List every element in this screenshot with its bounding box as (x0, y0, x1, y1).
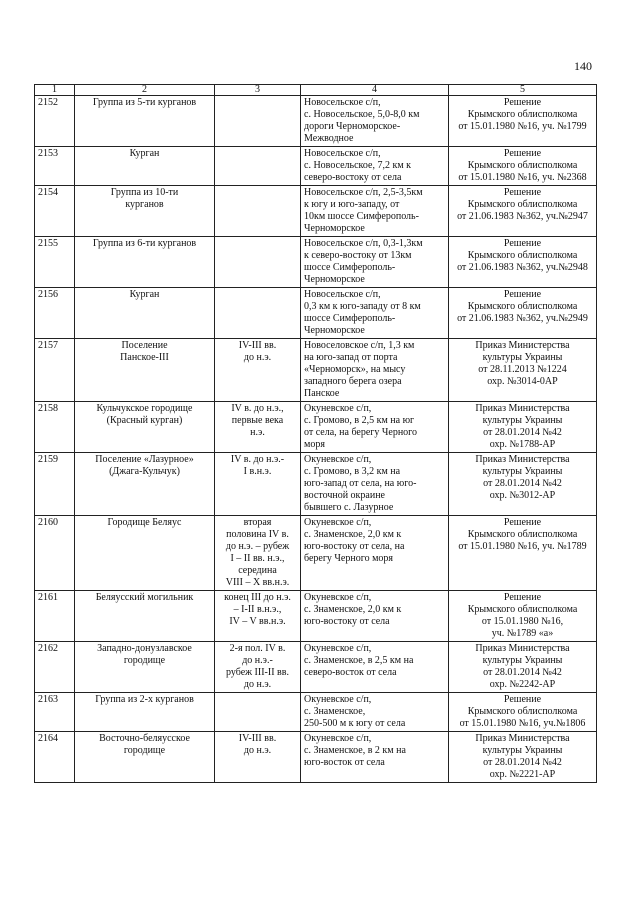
text-line: Крымского облисполкома (467, 301, 578, 312)
text-line: от 15.01.1980 №16, уч.№1806 (459, 718, 586, 729)
text-line: курганов (125, 199, 164, 210)
monument-name-cell (75, 96, 215, 147)
dating-cell (215, 516, 301, 591)
text-line: от 28.01.2014 №42 (483, 478, 562, 489)
text-line: Окуневское с/п, (304, 733, 372, 744)
monuments-table (34, 84, 597, 783)
text-line: Новоселовское с/п, 1,3 км (304, 340, 415, 351)
location-cell (301, 186, 449, 237)
text-line: Черноморское (304, 274, 365, 285)
text-line: Решение (503, 289, 542, 300)
dating-cell (215, 339, 301, 402)
text-line: Решение (503, 694, 542, 705)
location-cell (301, 591, 449, 642)
text-line: Крымского облисполкома (467, 160, 578, 171)
text-line: Западно-донузлавское (97, 643, 192, 654)
text-line: юго-востоку от села, на (304, 541, 405, 552)
text-line: от 28.01.2014 №42 (483, 667, 562, 678)
text-line: IV в. до н.э.- (230, 454, 285, 465)
text-line: Поселение «Лазурное» (95, 454, 194, 465)
record-number-cell: 2159 (35, 453, 75, 516)
text-line: с. Знаменское, 2,0 км к (304, 604, 402, 615)
monument-name-cell (75, 147, 215, 186)
text-line: (Красный курган) (106, 415, 183, 426)
monument-name-cell (75, 693, 215, 732)
location-cell (301, 288, 449, 339)
table-row (35, 237, 597, 288)
table-row (35, 453, 597, 516)
text-line: от села, на берегу Черного (304, 427, 418, 438)
column-header: 5 (449, 85, 597, 96)
text-line: Окуневское с/п, (304, 643, 372, 654)
text-line: Новосельское с/п, (304, 148, 381, 159)
text-line: «Черноморск», на мысу (304, 364, 406, 375)
text-line: Решение (503, 592, 542, 603)
text-line: Новосельское с/п, (304, 97, 381, 108)
record-number-cell: 2164 (35, 732, 75, 783)
text-line: моря (304, 439, 325, 450)
text-line: Решение (503, 238, 542, 249)
table-row (35, 147, 597, 186)
dating-cell (215, 642, 301, 693)
monument-name-cell (75, 402, 215, 453)
table-body (35, 96, 597, 783)
dating-cell (215, 402, 301, 453)
protection-document-cell (449, 693, 597, 732)
protection-document-cell (449, 591, 597, 642)
text-line: Городище Беляус (107, 517, 182, 528)
text-line: IV в. до н.э., (231, 403, 284, 414)
text-line: н.э. (250, 427, 265, 438)
text-line: Беляусский могильник (95, 592, 194, 603)
monument-name-cell (75, 288, 215, 339)
protection-document-cell (449, 453, 597, 516)
table-row (35, 732, 597, 783)
location-cell (301, 516, 449, 591)
text-line: Приказ Министерства (475, 454, 570, 465)
text-line: с. Новосельское, 7,2 км к (304, 160, 412, 171)
record-number-cell: 2158 (35, 402, 75, 453)
location-cell (301, 147, 449, 186)
text-line: Приказ Министерства (475, 403, 570, 414)
table-row (35, 516, 597, 591)
record-number-cell: 2152 (35, 96, 75, 147)
text-line: юго-запад от села, на юго- (304, 478, 417, 489)
text-line: с. Знаменское, в 2,5 км на (304, 655, 414, 666)
location-cell (301, 339, 449, 402)
monument-name-cell (75, 591, 215, 642)
text-line: городище (123, 745, 166, 756)
text-line: IV – V вв.н.э. (229, 616, 286, 627)
protection-document-cell (449, 339, 597, 402)
dating-cell (215, 147, 301, 186)
text-line: – I-II в.н.э., (233, 604, 282, 615)
record-number-cell: 2154 (35, 186, 75, 237)
text-line: дороги Черноморское- (304, 121, 401, 132)
text-line: до н.э. (243, 679, 272, 690)
table-row (35, 402, 597, 453)
dating-cell (215, 453, 301, 516)
text-line: середина (238, 565, 277, 576)
text-line: к югу и юго-западу, от (304, 199, 400, 210)
text-line: до н.э. (243, 352, 272, 363)
text-line: до н.э. – рубеж (225, 541, 290, 552)
location-cell (301, 642, 449, 693)
text-line: восточной окраине (304, 490, 385, 501)
text-line: от 15.01.1980 №16, (481, 616, 564, 627)
column-header: 1 (35, 85, 75, 96)
table-row (35, 339, 597, 402)
text-line: от 21.06.1983 №362, уч.№2949 (457, 313, 588, 324)
text-line: Панское-III (120, 352, 169, 363)
text-line: Группа из 6-ти курганов (92, 238, 197, 249)
text-line: Группа из 10-ти (110, 187, 179, 198)
text-line: VIII – X вв.н.э. (225, 577, 290, 588)
text-line: Крымского облисполкома (467, 529, 578, 540)
column-header: 3 (215, 85, 301, 96)
record-number-cell: 2155 (35, 237, 75, 288)
text-line: городище (123, 655, 166, 666)
monument-name-cell (75, 186, 215, 237)
text-line: с. Новосельское, 5,0-8,0 км (304, 109, 420, 120)
dating-cell (215, 186, 301, 237)
table-row (35, 642, 597, 693)
text-line: от 21.06.1983 №362, уч.№2947 (457, 211, 588, 222)
text-line: с. Знаменское, (304, 706, 366, 717)
text-line: I в.н.э. (243, 466, 272, 477)
record-number-cell: 2153 (35, 147, 75, 186)
column-header: 2 (75, 85, 215, 96)
text-line: до н.э.- (242, 655, 273, 666)
text-line: Крымского облисполкома (467, 250, 578, 261)
monument-name-cell (75, 453, 215, 516)
text-line: Новосельское с/п, (304, 289, 381, 300)
text-line: культуры Украины (482, 655, 563, 666)
table-row (35, 186, 597, 237)
text-line: 10км шоссе Симферополь- (304, 211, 419, 222)
text-line: Решение (503, 517, 542, 528)
text-line: Группа из 5-ти курганов (92, 97, 197, 108)
text-line: Решение (503, 148, 542, 159)
text-line: I – II вв. н.э., (230, 553, 285, 564)
protection-document-cell (449, 516, 597, 591)
monument-name-cell (75, 642, 215, 693)
text-line: Курган (129, 148, 160, 159)
text-line: Межводное (304, 133, 354, 144)
location-cell (301, 732, 449, 783)
monument-name-cell (75, 339, 215, 402)
text-line: Крымского облисполкома (467, 199, 578, 210)
dating-cell (215, 591, 301, 642)
text-line: Решение (503, 187, 542, 198)
text-line: от 15.01.1980 №16, уч. №1789 (458, 541, 587, 552)
protection-document-cell (449, 96, 597, 147)
text-line: Курган (129, 289, 160, 300)
text-line: от 28.01.2014 №42 (483, 427, 562, 438)
text-line: уч. №1789 «а» (491, 628, 554, 639)
location-cell (301, 96, 449, 147)
page-number: 140 (574, 59, 592, 73)
text-line: шоссе Симферополь- (304, 313, 396, 324)
text-line: Окуневское с/п, (304, 517, 372, 528)
text-line: (Джага-Кульчук) (109, 466, 180, 477)
record-number-cell: 2162 (35, 642, 75, 693)
text-line: Восточно-беляусское (99, 733, 190, 744)
text-line: Окуневское с/п, (304, 454, 372, 465)
dating-cell (215, 96, 301, 147)
text-line: Черноморское (304, 325, 365, 336)
text-line: первые века (231, 415, 284, 426)
monument-name-cell (75, 732, 215, 783)
protection-document-cell (449, 288, 597, 339)
dating-cell (215, 237, 301, 288)
text-line: культуры Украины (482, 745, 563, 756)
text-line: культуры Украины (482, 415, 563, 426)
record-number-cell: 2157 (35, 339, 75, 402)
location-cell (301, 453, 449, 516)
text-line: охр. №3012-АР (489, 490, 556, 501)
record-number-cell: 2161 (35, 591, 75, 642)
text-line: Окуневское с/п, (304, 694, 372, 705)
text-line: Решение (503, 97, 542, 108)
text-line: Крымского облисполкома (467, 604, 578, 615)
dating-cell (215, 693, 301, 732)
text-line: с. Знаменское, в 2 км на (304, 745, 406, 756)
text-line: Окуневское с/п, (304, 592, 372, 603)
text-line: культуры Украины (482, 352, 563, 363)
text-line: охр. №2242-АР (489, 679, 556, 690)
table-row (35, 96, 597, 147)
monument-name-cell (75, 516, 215, 591)
text-line: берегу Черного моря (304, 553, 394, 564)
text-line: бывшего с. Лазурное (304, 502, 394, 513)
text-line: от 21.06.1983 №362, уч.№2948 (457, 262, 588, 273)
text-line: с. Знаменское, 2,0 км к (304, 529, 402, 540)
text-line: Новосельское с/п, 0,3-1,3км (304, 238, 423, 249)
protection-document-cell (449, 642, 597, 693)
dating-cell (215, 288, 301, 339)
text-line: северо-востоку от села (304, 172, 402, 183)
table-row (35, 693, 597, 732)
text-line: до н.э. (243, 745, 272, 756)
text-line: половина IV в. (226, 529, 289, 540)
protection-document-cell (449, 732, 597, 783)
text-line: от 28.01.2014 №42 (483, 757, 562, 768)
protection-document-cell (449, 402, 597, 453)
text-line: на юго-запад от порта (304, 352, 398, 363)
monument-name-cell (75, 237, 215, 288)
record-number-cell: 2156 (35, 288, 75, 339)
text-line: IV-III вв. (238, 733, 277, 744)
text-line: охр. №1788-АР (489, 439, 556, 450)
text-line: 250-500 м к югу от села (304, 718, 406, 729)
text-line: северо-восток от села (304, 667, 397, 678)
text-line: юго-восток от села (304, 757, 385, 768)
text-line: культуры Украины (482, 466, 563, 477)
text-line: Новосельское с/п, 2,5-3,5км (304, 187, 423, 198)
text-line: рубеж III-II вв. (226, 667, 289, 678)
text-line: с. Громово, в 3,2 км на (304, 466, 401, 477)
text-line: 0,3 км к юго-западу от 8 км (304, 301, 421, 312)
text-line: охр. №3014-0АР (487, 376, 558, 387)
protection-document-cell (449, 237, 597, 288)
table-row (35, 591, 597, 642)
text-line: от 15.01.1980 №16, уч. №2368 (458, 172, 587, 183)
text-line: Приказ Министерства (475, 340, 570, 351)
text-line: Поселение (121, 340, 168, 351)
text-line: IV-III вв. (238, 340, 277, 351)
text-line: западного берега озера (304, 376, 402, 387)
text-line: Кульчукское городище (96, 403, 193, 414)
text-line: Крымского облисполкома (467, 706, 578, 717)
text-line: Черноморское (304, 223, 365, 234)
text-line: юго-востоку от села (304, 616, 390, 627)
record-number-cell: 2163 (35, 693, 75, 732)
protection-document-cell (449, 147, 597, 186)
text-line: с. Громово, в 2,5 км на юг (304, 415, 415, 426)
text-line: Приказ Министерства (475, 733, 570, 744)
text-line: Крымского облисполкома (467, 109, 578, 120)
text-line: Приказ Министерства (475, 643, 570, 654)
table-row (35, 288, 597, 339)
record-number-cell: 2160 (35, 516, 75, 591)
text-line: Группа из 2-х курганов (95, 694, 194, 705)
text-line: вторая (243, 517, 272, 528)
column-number-row (35, 85, 597, 96)
dating-cell (215, 732, 301, 783)
text-line: от 28.11.2013 №1224 (478, 364, 567, 375)
location-cell (301, 237, 449, 288)
text-line: Окуневское с/п, (304, 403, 372, 414)
column-header: 4 (301, 85, 449, 96)
text-line: шоссе Симферополь- (304, 262, 396, 273)
text-line: к северо-востоку от 13км (304, 250, 412, 261)
text-line: Панское (304, 388, 340, 399)
text-line: конец III до н.э. (224, 592, 291, 603)
location-cell (301, 693, 449, 732)
protection-document-cell (449, 186, 597, 237)
text-line: 2-я пол. IV в. (229, 643, 286, 654)
text-line: охр. №2221-АР (489, 769, 556, 780)
text-line: от 15.01.1980 №16, уч. №1799 (458, 121, 587, 132)
location-cell (301, 402, 449, 453)
